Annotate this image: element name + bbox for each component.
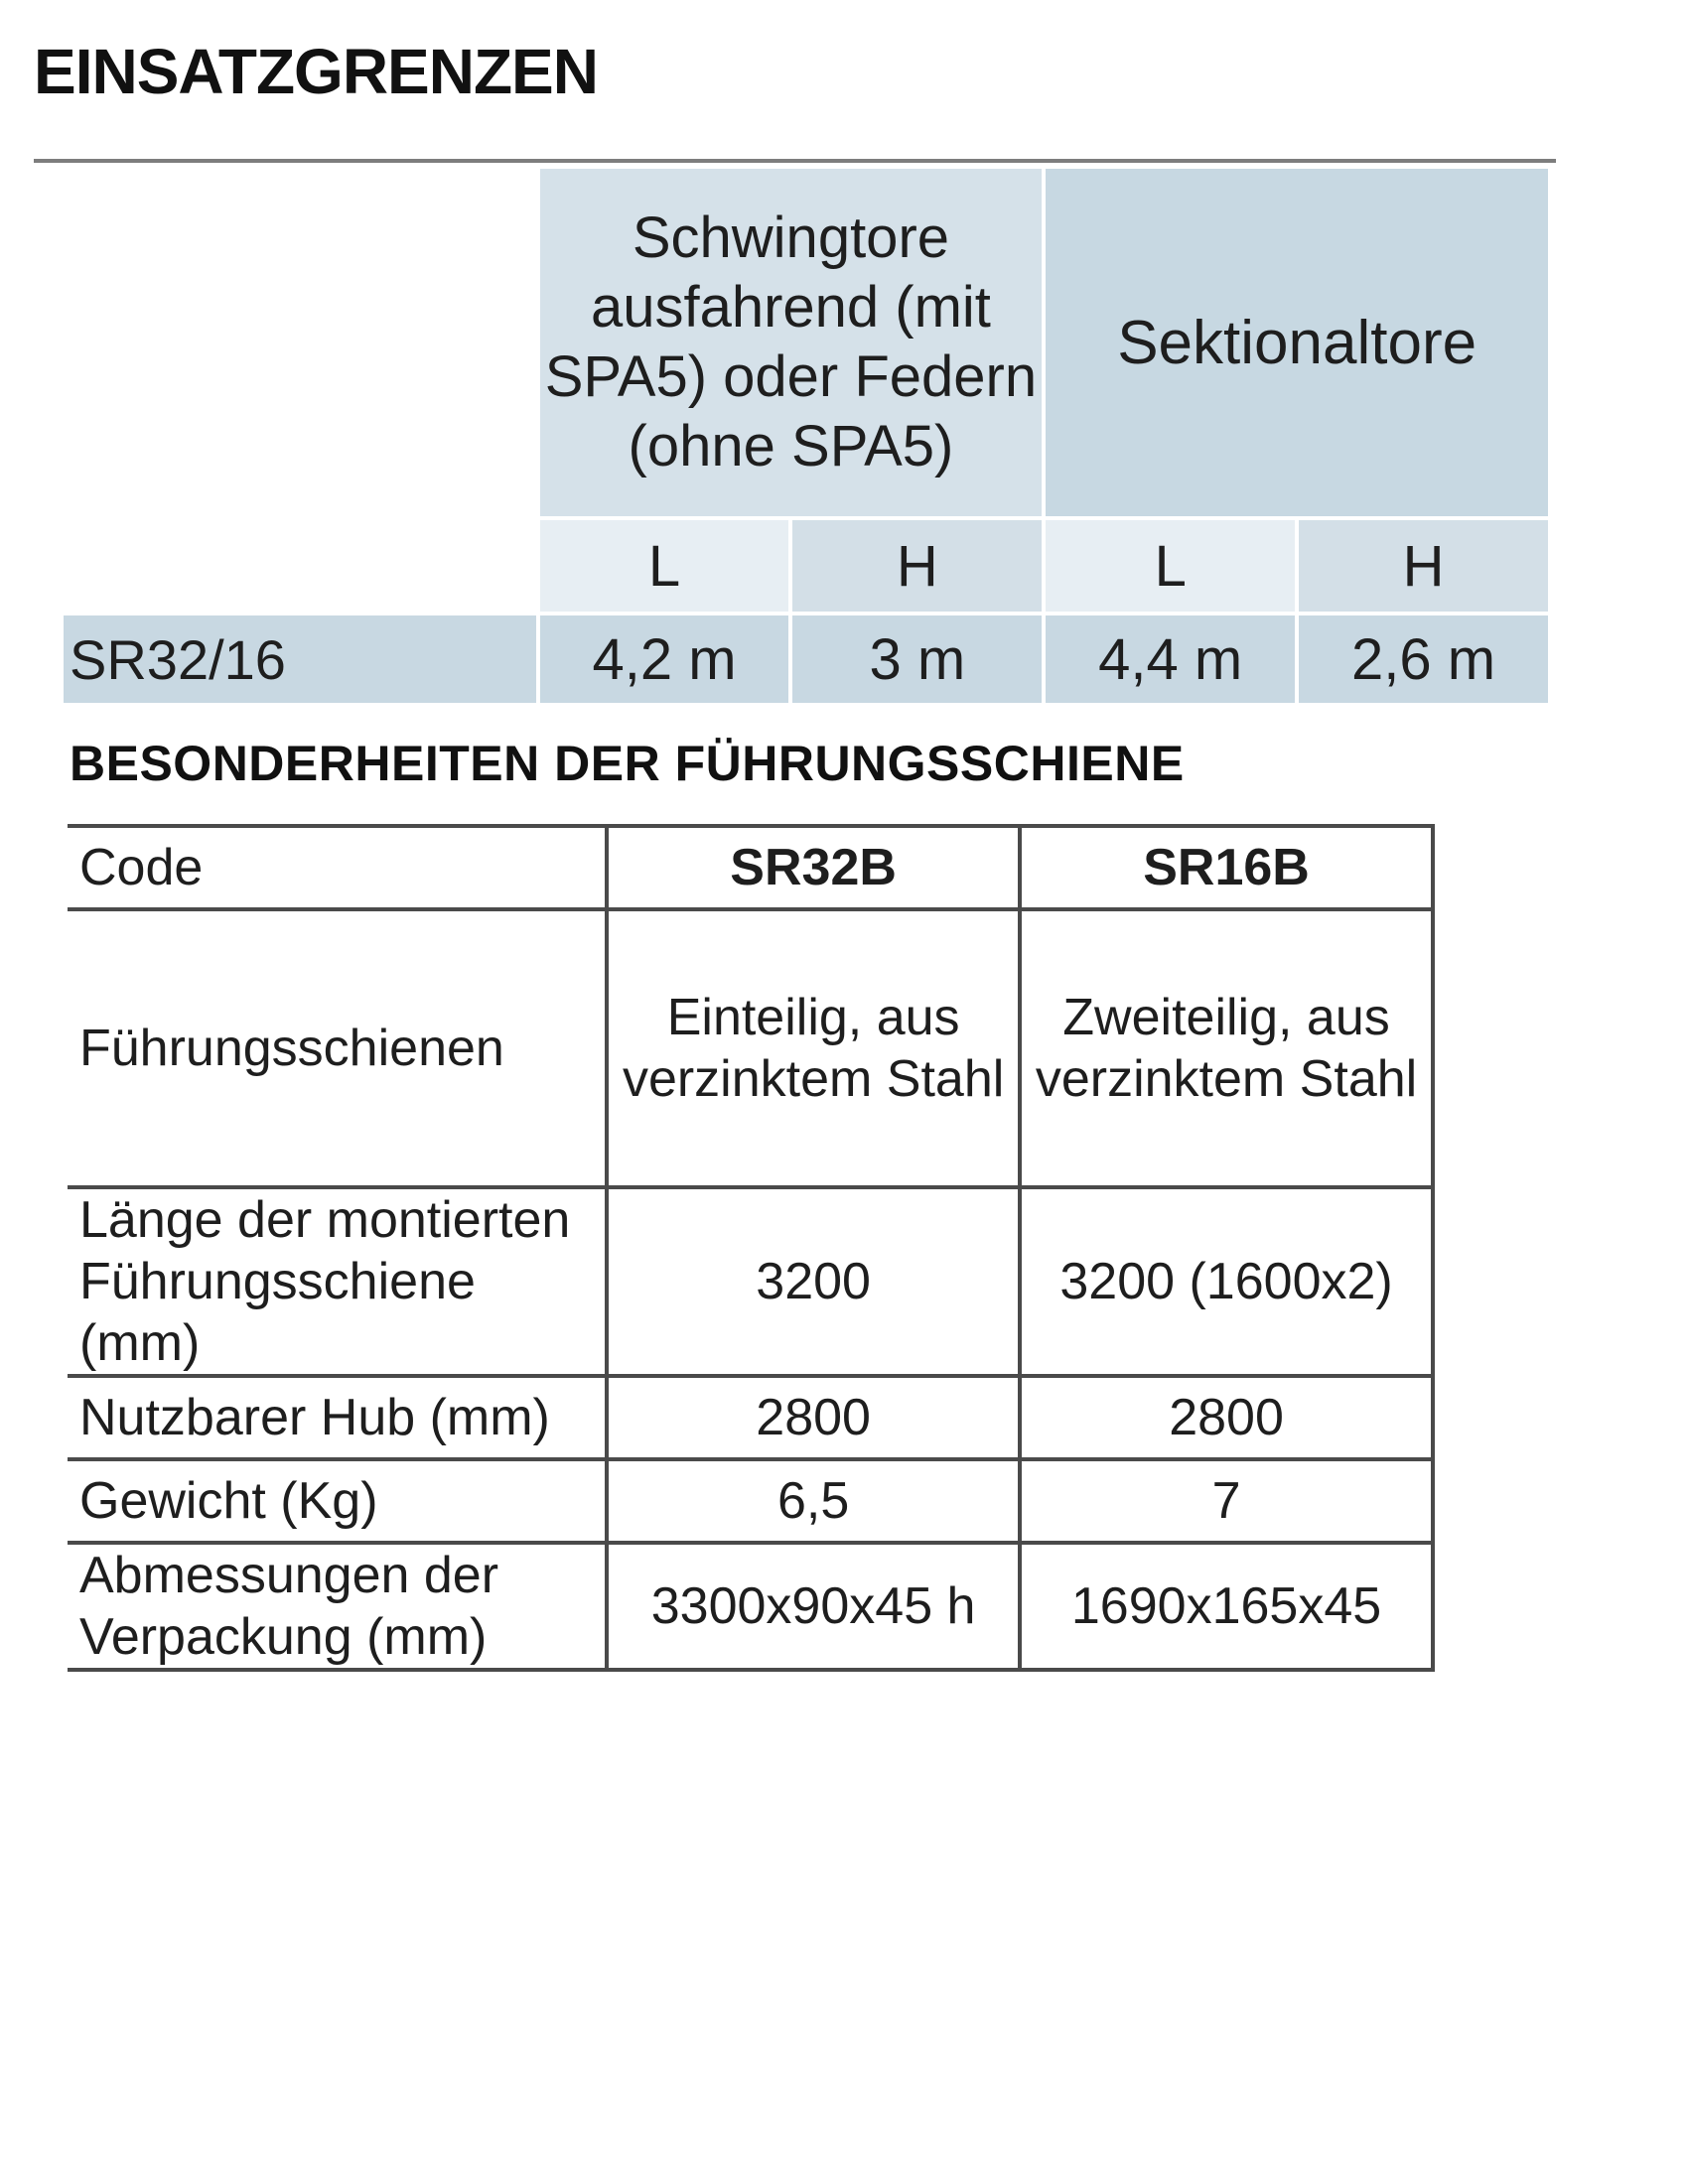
row-label: Abmessungen der Verpackung (mm) [68,1543,607,1670]
cell-sr32b: Einteilig, aus verzinktem Stahl [607,909,1020,1187]
rail-col-sr16b: SR16B [1020,826,1433,909]
row-label: Nutzbarer Hub (mm) [68,1376,607,1459]
row-label: Gewicht (Kg) [68,1459,607,1543]
cell-sr16b: Zweiteilig, aus verzinktem Stahl [1020,909,1433,1187]
limits-group-header-row [64,169,1548,516]
value-sectional-height: 2,6 m [1299,615,1548,703]
rail-header-label: Code [68,826,607,909]
limits-empty-corner-2 [64,520,536,612]
value-swing-height: 3 m [792,615,1042,703]
cell-sr32b: 3300x90x45 h [607,1543,1020,1670]
rail-section-title: BESONDERHEITEN DER FÜHRUNGSSCHIENE [70,736,1185,791]
sub-header-sectional-height: H [1299,520,1548,612]
table-row [68,1459,1433,1543]
sub-header-swing-height: H [792,520,1042,612]
rail-col-sr32b: SR32B [607,826,1020,909]
row-label-model: SR32/16 [64,615,536,703]
row-label: Führungsschienen [68,909,607,1187]
table-row [68,1543,1433,1670]
cell-sr32b: 6,5 [607,1459,1020,1543]
title-divider [34,159,1556,163]
cell-sr16b: 3200 (1600x2) [1020,1187,1433,1376]
value-swing-width: 4,2 m [540,615,789,703]
table-row [68,1376,1433,1459]
rail-header-row [68,826,1433,909]
limits-sub-header-row [64,520,1548,612]
sub-header-swing-width: L [540,520,789,612]
cell-sr16b: 1690x165x45 [1020,1543,1433,1670]
table-row [68,909,1433,1187]
table-row [68,1187,1433,1376]
value-sectional-width: 4,4 m [1046,615,1295,703]
row-label: Länge der montierten Führungsschiene (mm) [68,1187,607,1376]
sub-header-sectional-width: L [1046,520,1295,612]
header-swing-gates: Schwingtore ausfahrend (mit SPA5) oder Federn (ohne SPA5) [540,169,1043,516]
header-sectional-gates: Sektionaltore [1046,169,1548,516]
cell-sr16b: 2800 [1020,1376,1433,1459]
cell-sr32b: 2800 [607,1376,1020,1459]
limits-data-row [64,615,1548,703]
limits-title: EINSATZGRENZEN [34,36,598,107]
cell-sr32b: 3200 [607,1187,1020,1376]
rail-table [68,824,1435,1672]
cell-sr16b: 7 [1020,1459,1433,1543]
limits-empty-corner [64,169,536,516]
limits-table [60,165,1552,707]
